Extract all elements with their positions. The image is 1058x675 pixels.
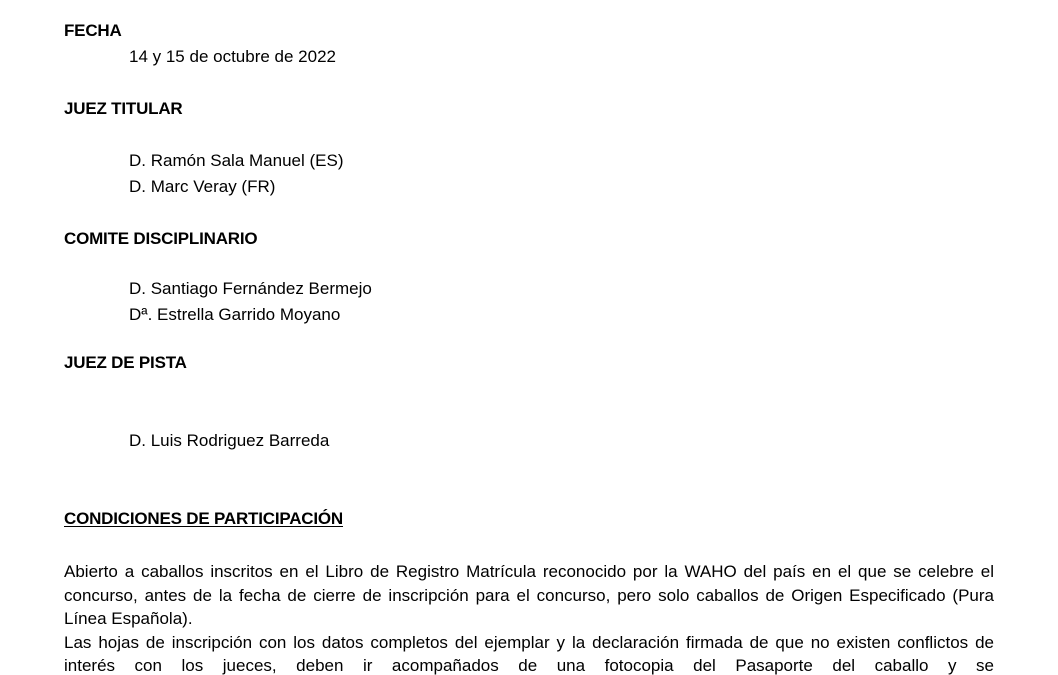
- fecha-heading: FECHA: [64, 21, 122, 40]
- juez-titular-heading: JUEZ TITULAR: [64, 99, 183, 118]
- comite-name-1: D. Santiago Fernández Bermejo: [129, 279, 372, 298]
- juez-titular-name-1: D. Ramón Sala Manuel (ES): [129, 151, 344, 170]
- juez-de-pista-name: D. Luis Rodriguez Barreda: [129, 431, 330, 450]
- condiciones-paragraph-1: Abierto a caballos inscritos en el Libro de Registro Matrícula reconocido por la WAHO del país en el que se celebre el concurso, antes de la fecha de cierre de inscripción para el concurso, pero solo caballos de Origen Especificado (Pura Línea Española).: [64, 562, 994, 628]
- juez-de-pista-heading: JUEZ DE PISTA: [64, 353, 187, 372]
- fecha-value: 14 y 15 de octubre de 2022: [129, 47, 336, 66]
- condiciones-heading: CONDICIONES DE PARTICIPACIÓN: [64, 509, 344, 528]
- comite-disciplinario-heading: COMITE DISCIPLINARIO: [64, 229, 258, 248]
- condiciones-body: [64, 560, 994, 675]
- condiciones-paragraph-2: Las hojas de inscripción con los datos completos del ejemplar y la declaración firmada de que no existen conflictos de interés con los jueces, deben ir acompañados de una fotocopia del Pasaporte del caballo y se: [64, 632, 994, 675]
- comite-name-2: Dª. Estrella Garrido Moyano: [129, 305, 341, 324]
- juez-titular-name-2: D. Marc Veray (FR): [129, 177, 276, 196]
